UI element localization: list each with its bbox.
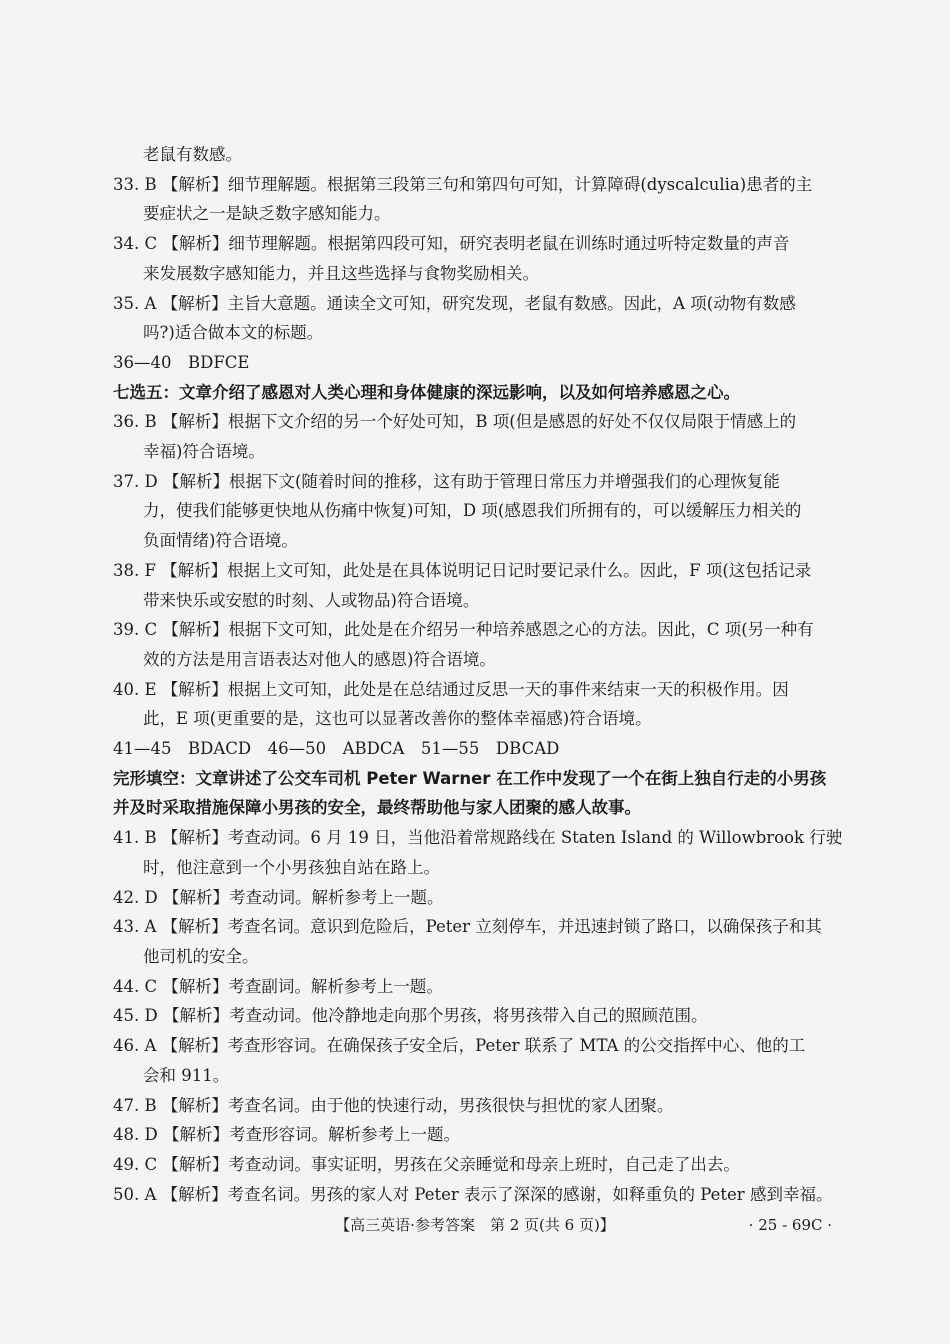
answer-item: 50. A 【解析】考查名词。男孩的家人对 Peter 表示了深深的感谢，如释重负的 Peter 感到幸福。: [113, 1184, 833, 1204]
answer-item: 36. B 【解析】根据下文介绍的另一个好处可知，B 项(但是感恩的好处不仅仅局限于情感上的: [113, 412, 797, 432]
answer-item: 43. A 【解析】考查名词。意识到危险后，Peter 立刻停车，并迅速封锁了路口，以确保孩子和其: [113, 917, 822, 937]
answer-continuation: 效的方法是用言语表达对他人的感恩)符合语境。: [143, 649, 496, 669]
page-footer: [0, 1212, 950, 1238]
answer-continuation: 来发展数字感知能力，并且这些选择与食物奖励相关。: [143, 263, 539, 283]
section-summary: 七选五：文章介绍了感恩对人类心理和身体健康的深远影响，以及如何培养感恩之心。: [113, 382, 740, 402]
answer-item: 45. D 【解析】考查动词。他冷静地走向那个男孩，将男孩带入自己的照顾范围。: [113, 1006, 708, 1026]
answer-continuation: 会和 911。: [143, 1065, 230, 1085]
answer-item: 34. C 【解析】细节理解题。根据第四段可知，研究表明老鼠在训练时通过听特定数量的声音: [113, 234, 790, 254]
answer-item: 35. A 【解析】主旨大意题。通读全文可知，研究发现，老鼠有数感。因此，A 项(动物有数感: [113, 293, 796, 313]
answer-continuation: 时，他注意到一个小男孩独自站在路上。: [143, 857, 440, 877]
footer-code: · 25 - 69C ·: [748, 1216, 832, 1234]
answer-content: [113, 140, 843, 1209]
answer-item: 42. D 【解析】考查动词。解析参考上一题。: [113, 887, 444, 907]
answer-item: 47. B 【解析】考查名词。由于他的快速行动，男孩很快与担忧的家人团聚。: [113, 1095, 674, 1115]
answer-continuation: 他司机的安全。: [143, 946, 259, 966]
answer-item: 46. A 【解析】考查形容词。在确保孩子安全后，Peter 联系了 MTA 的公交指挥中心、他的工: [113, 1036, 806, 1056]
answer-continuation: 老鼠有数感。: [143, 145, 242, 164]
answer-item: 41. B 【解析】考查动词。6 月 19 日，当他沿着常规路线在 Staten Island 的 Willowbrook 行驶: [113, 828, 843, 848]
answer-continuation: 负面情绪)符合语境。: [143, 531, 298, 551]
answer-continuation: 幸福)符合语境。: [143, 442, 265, 462]
answer-item: 49. C 【解析】考查动词。事实证明，男孩在父亲睡觉和母亲上班时，自己走了出去。: [113, 1154, 740, 1174]
answer-item: 33. B 【解析】细节理解题。根据第三段第三句和第四句可知，计算障碍(dyscalculia)患者的主: [113, 174, 813, 194]
answer-continuation: 要症状之一是缺乏数字感知能力。: [143, 204, 391, 224]
answer-item: 40. E 【解析】根据上文可知，此处是在总结通过反思一天的事件来结束一天的积极作用。因: [113, 679, 789, 699]
footer-title: 【高三英语·参考答案 第 2 页(共 6 页)】: [335, 1216, 615, 1234]
answer-item: 38. F 【解析】根据上文可知，此处是在具体说明记日记时要记录什么。因此，F 项(这包括记录: [113, 560, 812, 580]
answer-item: 39. C 【解析】根据下文可知，此处是在介绍另一种培养感恩之心的方法。因此，C 项(另一种有: [113, 620, 814, 640]
answer-continuation: 此，E 项(更重要的是，这也可以显著改善你的整体幸福感)符合语境。: [143, 709, 652, 729]
answer-continuation: 带来快乐或安慰的时刻、人或物品)符合语境。: [143, 590, 480, 610]
answer-item: 44. C 【解析】考查副词。解析参考上一题。: [113, 976, 443, 996]
answer-item: 37. D 【解析】根据下文(随着时间的推移，这有助于管理日常压力并增强我们的心理恢复能: [113, 471, 780, 491]
section-summary: 并及时采取措施保障小男孩的安全，最终帮助他与家人团聚的感人故事。: [113, 798, 641, 818]
section-summary: 完形填空：文章讲述了公交车司机 Peter Warner 在工作中发现了一个在街上独自行走的小男孩: [113, 768, 827, 788]
answer-continuation: 吗?)适合做本文的标题。: [143, 323, 324, 343]
answer-item: 48. D 【解析】考查形容词。解析参考上一题。: [113, 1125, 460, 1145]
answer-continuation: 力，使我们能够更快地从伤痛中恢复)可知，D 项(感恩我们所拥有的，可以缓解压力相关的: [143, 501, 802, 521]
answer-item: 36—40 BDFCE: [113, 352, 250, 372]
answer-item: 41—45 BDACD 46—50 ABDCA 51—55 DBCAD: [113, 739, 560, 759]
